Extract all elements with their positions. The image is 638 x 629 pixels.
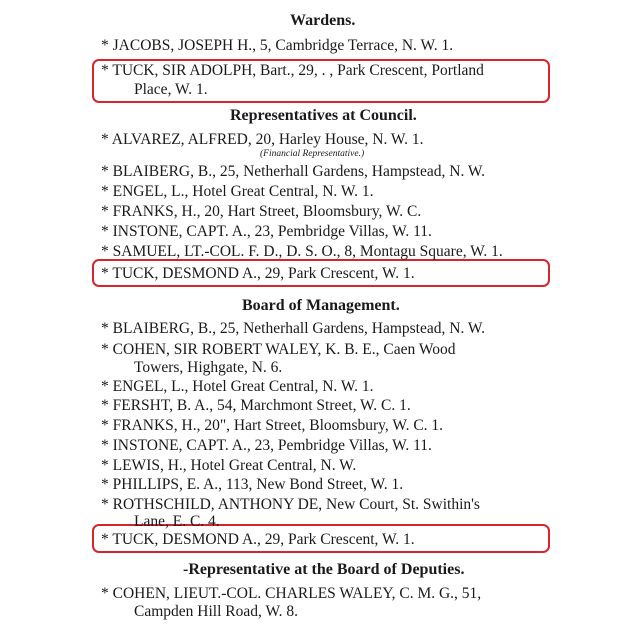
entry-cohen-charles: * COHEN, LIEUT.-COL. CHARLES WALEY, C. M. G., 51, [101,585,482,602]
entry-tuck-desmond-council: * TUCK, DESMOND A., 29, Park Crescent, W. 1. [101,265,415,282]
entry-lewis: * LEWIS, H., Hotel Great Central, N. W. [101,457,357,474]
entry-cohen-robert: * COHEN, SIR ROBERT WALEY, K. B. E., Caen Wood [101,341,456,358]
entry-blaiberg-mgmt: * BLAIBERG, B., 25, Netherhall Gardens, Hampstead, N. W. [101,320,485,337]
section-heading-wardens: Wardens. [290,12,356,29]
section-heading-deputies: -Representative at the Board of Deputies. [183,561,465,578]
section-heading-council: Representatives at Council. [230,107,417,124]
entry-engel-council: * ENGEL, L., Hotel Great Central, N. W. 1. [101,183,374,200]
entry-tuck-adolph: * TUCK, SIR ADOLPH, Bart., 29, . , Park Crescent, Portland [101,62,484,79]
entry-samuel: * SAMUEL, LT.-COL. F. D., D. S. O., 8, Montagu Square, W. 1. [101,243,503,260]
entry-fersht: * FERSHT, B. A., 54, Marchmont Street, W. C. 1. [101,397,411,414]
entry-instone-mgmt: * INSTONE, CAPT. A., 23, Pembridge Villas, W. 11. [101,437,432,454]
entry-franks-mgmt: * FRANKS, H., 20", Hart Street, Bloomsbury, W. C. 1. [101,417,444,434]
entry-rothschild-cont: Lane, E. C. 4. [134,513,220,530]
entry-instone-council: * INSTONE, CAPT. A., 23, Pembridge Villas, W. 11. [101,223,432,240]
entry-cohen-charles-cont: Campden Hill Road, W. 8. [134,603,299,620]
entry-alvarez: * ALVAREZ, ALFRED, 20, Harley House, N. W. 1. [101,131,424,148]
entry-alvarez-note: (Financial Representative.) [260,149,365,159]
entry-cohen-robert-cont: Towers, Highgate, N. 6. [134,359,283,376]
entry-engel-mgmt: * ENGEL, L., Hotel Great Central, N. W. 1. [101,378,374,395]
entry-jacobs: * JACOBS, JOSEPH H., 5, Cambridge Terrace, N. W. 1. [101,37,454,54]
entry-tuck-desmond-mgmt: * TUCK, DESMOND A., 29, Park Crescent, W. 1. [101,531,415,548]
entry-phillips: * PHILLIPS, E. A., 113, New Bond Street, W. 1. [101,476,404,493]
entry-franks-council: * FRANKS, H., 20, Hart Street, Bloomsbury, W. C. [101,203,422,220]
entry-tuck-adolph-cont: Place, W. 1. [134,81,208,98]
section-heading-management: Board of Management. [242,297,400,314]
entry-blaiberg-council: * BLAIBERG, B., 25, Netherhall Gardens, Hampstead, N. W. [101,163,485,180]
entry-rothschild: * ROTHSCHILD, ANTHONY DE, New Court, St. Swithin's [101,496,480,513]
